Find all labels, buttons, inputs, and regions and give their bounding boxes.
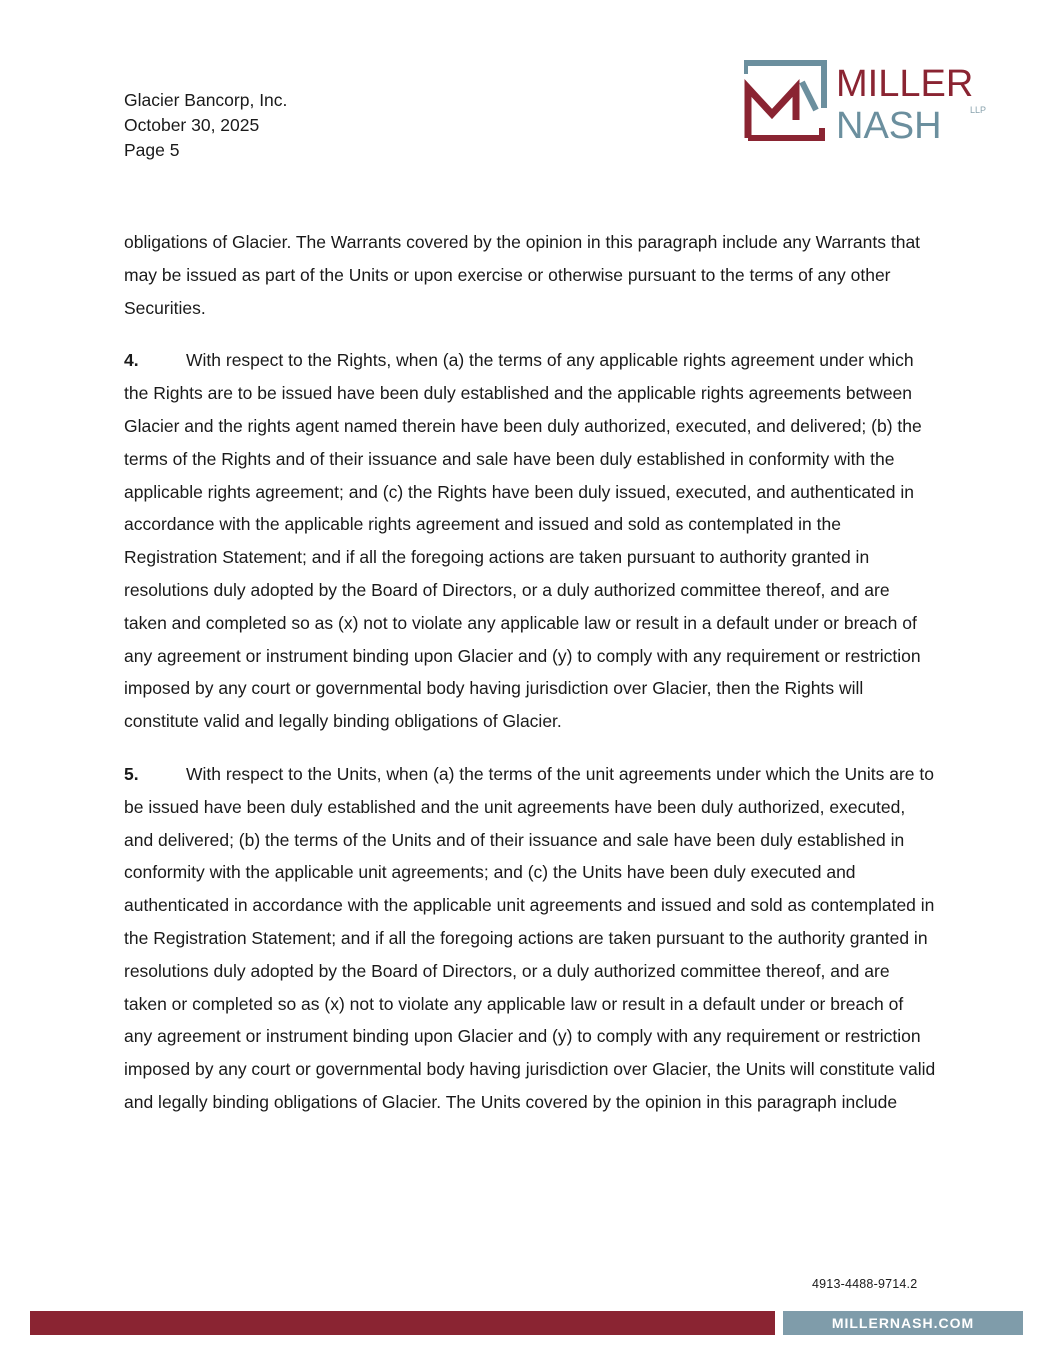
paragraph-5-number: 5.	[124, 763, 139, 784]
page-number: Page 5	[124, 140, 180, 160]
paragraph-continued: obligations of Glacier. The Warrants covered by the opinion in this paragraph include any Warrants that may be issued as part of the Units or upon exercise or otherwise pursuant to the terms of any other Securities.	[124, 232, 921, 318]
logo-suffix: LLP	[970, 105, 987, 115]
miller-nash-logo	[744, 60, 994, 142]
logo-line2: NASH	[836, 105, 942, 142]
footer-red-bar	[30, 1311, 775, 1335]
logo-line1: MILLER	[836, 63, 974, 105]
logo-mark-icon	[745, 63, 824, 138]
addressee-company: Glacier Bancorp, Inc.	[124, 90, 288, 110]
paragraph-4-text: With respect to the Rights, when (a) the terms of any applicable rights agreement under which the Rights are to be issued have been duly established and the applicable rights agreements between Glacier and the rights agent named therein have been duly authorized, executed, and delivered; (b) the terms of the Rights and of their issuance and sale have been duly established in conformity with the applicable rights agreement; and (c) the Rights have been duly issued, executed, and authenticated in accordance with the applicable rights agreement and issued and sold as contemplated in the Registration Statement; and if all the foregoing actions are taken pursuant to authority granted in resolutions duly adopted by the Board of Directors, or a duly authorized committee thereof, and are taken and completed so as (x) not to violate any applicable law or result in a default under or breach of any agreement or instrument binding upon Glacier and (y) to comply with any requirement or restriction imposed by any court or governmental body having jurisdiction over Glacier, then the Rights will constitute valid and legally binding obligations of Glacier.	[124, 350, 922, 732]
letter-body	[124, 226, 936, 1139]
paragraph-5	[124, 758, 936, 1119]
paragraph-4-number: 4.	[124, 350, 139, 371]
paragraph-5-text: With respect to the Units, when (a) the terms of the unit agreements under which the Units are to be issued have been duly established and the unit agreements have been duly authorized, executed, and delivered; (b) the terms of the Units and of their issuance and sale have been duly established in conformity with the applicable unit agreements; and (c) the Units have been duly executed and authenticated in accordance with the applicable unit agreements and issued and sold as contemplated in the Registration Statement; and if all the foregoing actions are taken pursuant to the authority granted in resolutions duly adopted by the Board of Directors, or a duly authorized committee thereof, and are taken or completed so as (x) not to violate any applicable law or result in a default under or breach of any agreement or instrument binding upon Glacier and (y) to comply with any requirement or restriction imposed by any court or governmental body having jurisdiction over Glacier, the Units will constitute valid and legally binding obligations of Glacier. The Units covered by the opinion in this paragraph include	[124, 763, 936, 1112]
paragraph-4	[124, 344, 936, 738]
footer-website: MILLERNASH.COM	[783, 1311, 1023, 1335]
document-id: 4913-4488-9714.2	[812, 1277, 918, 1291]
letter-date: October 30, 2025	[124, 115, 260, 135]
letter-header	[124, 88, 287, 163]
